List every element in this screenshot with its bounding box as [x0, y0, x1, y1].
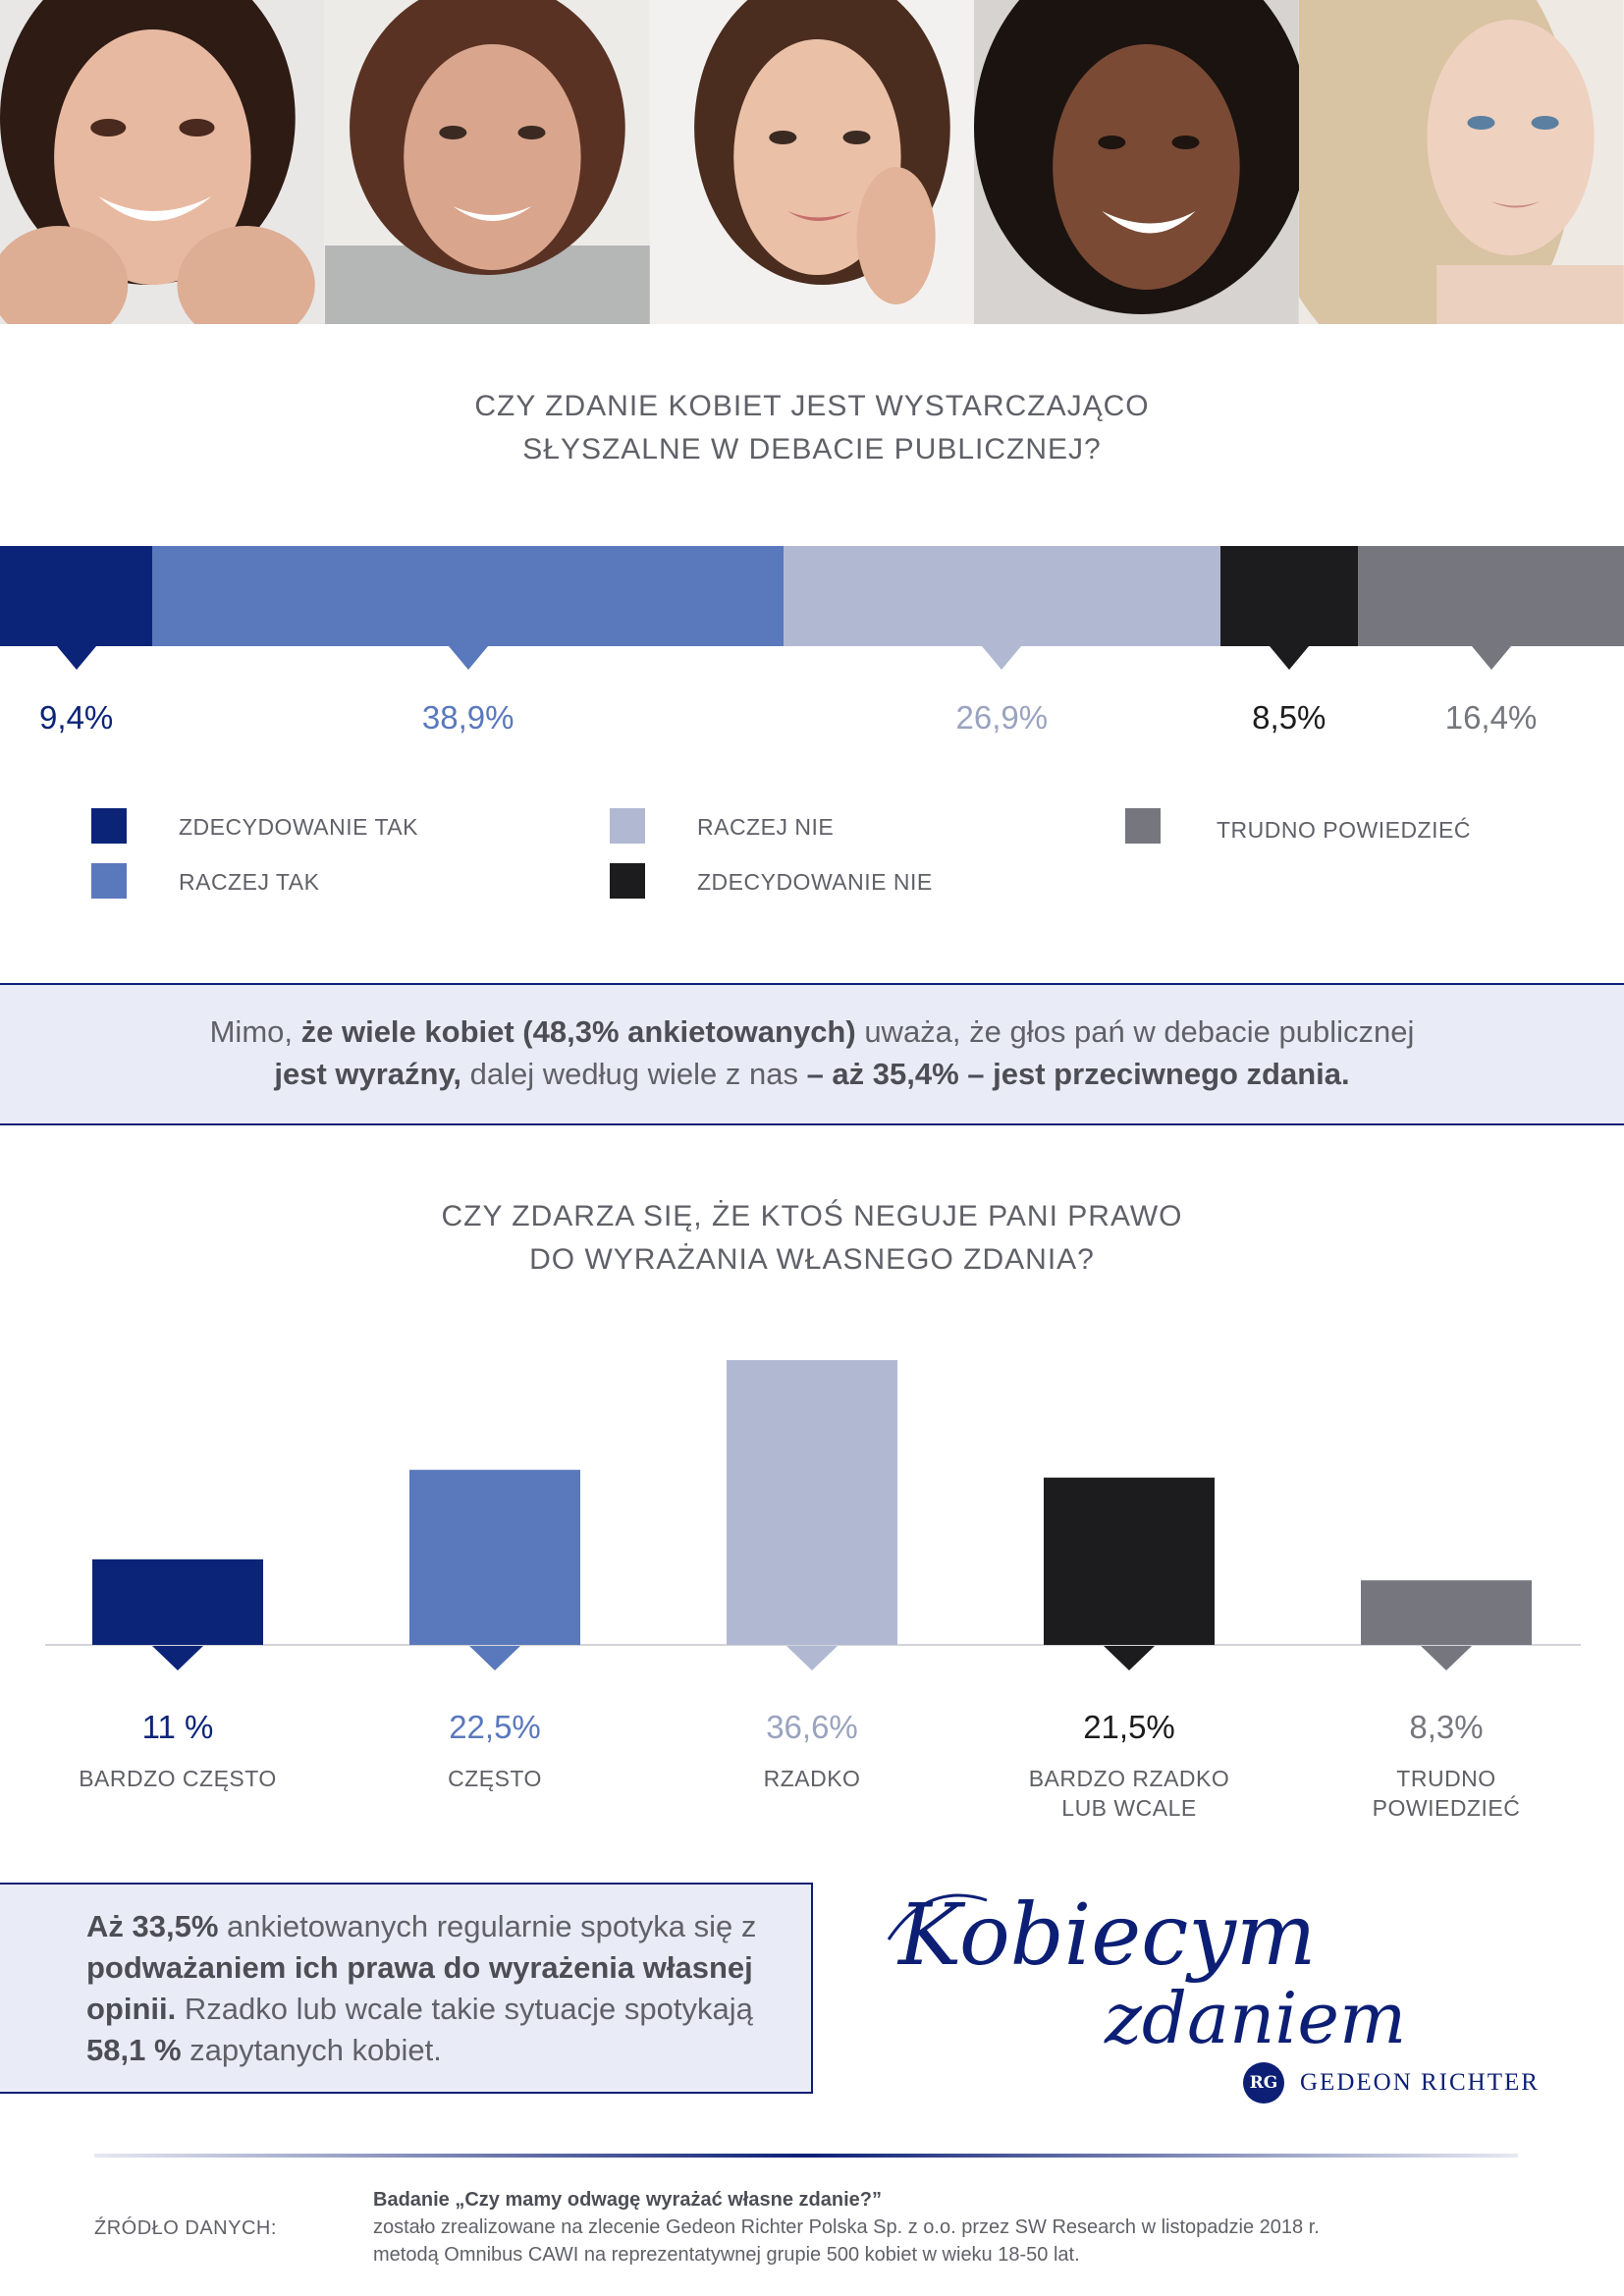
source-line2: metodą Omnibus CAWI na reprezentatywnej grupie 500 kobiet w wieku 18-50 lat. — [373, 2244, 1080, 2266]
callout1-bold: jest wyraźny, — [274, 1057, 462, 1091]
logo-script-line2: zdaniem — [1105, 1977, 1407, 2059]
bar-label-bardzo-rzadko-lub-wcale — [1001, 1764, 1257, 1823]
stacked-segment-raczej-tak — [152, 546, 784, 646]
bar-value-często: 22,5% — [449, 1709, 541, 1745]
gedeon-richter-logo-icon: RG — [1243, 2062, 1284, 2104]
legend-swatch-trudno-powiedziec — [1125, 808, 1161, 844]
bar-bardzo-często — [92, 1559, 263, 1645]
legend-label-raczej-nie: RACZEJ NIE — [697, 814, 835, 840]
stacked-value-raczej-tak: 38,9% — [421, 699, 514, 736]
photo-woman-1 — [0, 0, 325, 324]
question1-line1: CZY ZDANIE KOBIET JEST WYSTARCZAJĄCO — [474, 390, 1150, 422]
bar-pointer-bardzo-często — [152, 1646, 203, 1670]
legend-swatch-raczej-tak — [91, 863, 127, 899]
stacked-bar-chart — [0, 546, 1624, 646]
stacked-pointer-raczej-tak — [449, 646, 488, 670]
bar-pointer-bardzo-rzadko-lub-wcale — [1104, 1646, 1155, 1670]
bar-value-trudno-powiedzieć: 8,3% — [1409, 1709, 1484, 1745]
legend-swatch-zdecydowanie-nie — [610, 863, 645, 899]
legend-swatch-zdecydowanie-tak — [91, 808, 127, 844]
stacked-pointer-zdecydowanie-nie — [1270, 646, 1309, 670]
bar-label-line: BARDZO RZADKO — [1028, 1766, 1230, 1791]
photo-strip — [0, 0, 1624, 324]
callout1-text: uważa, że głos pań w debacie publicznej — [855, 1014, 1415, 1049]
callout1-line1 — [0, 1011, 1624, 1053]
bar-pointer-trudno-powiedzieć — [1421, 1646, 1472, 1670]
bar-label-line: RZADKO — [763, 1766, 861, 1791]
callout1-bold: – aż 35,4% – jest przeciwnego zdania. — [806, 1057, 1350, 1091]
bar-label-line: CZĘSTO — [448, 1766, 542, 1791]
stacked-value-zdecydowanie-tak: 9,4% — [39, 699, 114, 736]
bar-label-line: LUB WCALE — [1061, 1795, 1197, 1821]
legend-swatch-raczej-nie — [610, 808, 645, 844]
bar-label-line: BARDZO CZĘSTO — [79, 1766, 277, 1791]
legend-label-raczej-tak: RACZEJ TAK — [179, 869, 320, 895]
callout1-text: Mimo, — [209, 1014, 301, 1049]
source-line1: zostało zrealizowane na zlecenie Gedeon Richter Polska Sp. z o.o. przez SW Research w listopadzie 2018 r. — [373, 2216, 1320, 2238]
callout2-bold: Aż 33,5% — [86, 1909, 219, 1943]
callout2-text: Rzadko lub wcale takie sytuacje spotykają — [176, 1992, 753, 2026]
stacked-segment-trudno-powiedzieć — [1358, 546, 1624, 646]
photo-woman-3 — [650, 0, 975, 324]
question1-title — [0, 385, 1624, 471]
bar-bardzo-rzadko-lub-wcale — [1044, 1478, 1215, 1645]
stacked-segment-zdecydowanie-tak — [0, 546, 153, 646]
callout2-text: ankietowanych regularnie spotyka się z — [218, 1909, 757, 1943]
stacked-pointer-raczej-nie — [982, 646, 1021, 670]
legend-label-zdecydowanie-tak: ZDECYDOWANIE TAK — [179, 814, 418, 840]
callout1-bold: że wiele kobiet (48,3% ankietowanych) — [300, 1014, 856, 1049]
bar-value-bardzo-rzadko-lub-wcale: 21,5% — [1083, 1709, 1175, 1745]
summary-callout-2 — [0, 1883, 813, 2094]
logo-script-line1: Kobiecym — [898, 1886, 1317, 1985]
bar-trudno-powiedzieć — [1361, 1580, 1532, 1645]
bar-value-rzadko: 36,6% — [766, 1709, 858, 1745]
stacked-pointer-zdecydowanie-tak — [57, 646, 96, 670]
stacked-value-raczej-nie: 26,9% — [955, 699, 1049, 736]
bar-label-line: TRUDNO — [1396, 1766, 1496, 1791]
bar-label-bardzo-często — [50, 1764, 305, 1793]
callout2-bold: podważaniem ich prawa do wyrażenia własnej opinii. — [86, 1950, 753, 2026]
bar-label-często — [367, 1764, 623, 1793]
summary-callout-1 — [0, 983, 1624, 1125]
bar-rzadko — [727, 1360, 897, 1645]
source-text — [373, 2186, 1320, 2269]
question2-title — [0, 1195, 1624, 1282]
photo-woman-5 — [1299, 0, 1624, 324]
stacked-pointer-trudno-powiedzieć — [1472, 646, 1511, 670]
question2-line2: DO WYRAŻANIA WŁASNEGO ZDANIA? — [529, 1243, 1095, 1276]
kobiecym-zdaniem-logo — [869, 1871, 1458, 2067]
bar-chart — [0, 1336, 1624, 1846]
stacked-value-trudno-powiedzieć: 16,4% — [1444, 699, 1538, 736]
brand-name: GEDEON RICHTER — [1300, 2069, 1540, 2096]
question1-line2: SŁYSZALNE W DEBACIE PUBLICZNEJ? — [522, 433, 1102, 465]
callout2-text: zapytanych kobiet. — [181, 2033, 442, 2067]
callout1-text: dalej według wiele z nas — [461, 1057, 807, 1091]
legend-label-zdecydowanie-nie: ZDECYDOWANIE NIE — [697, 869, 933, 895]
bar-pointer-często — [469, 1646, 520, 1670]
photo-woman-2 — [325, 0, 650, 324]
bar-często — [409, 1470, 580, 1645]
source-label: ŹRÓDŁO DANYCH: — [94, 2217, 277, 2239]
source-title: Badanie „Czy mamy odwagę wyrażać własne zdanie?” — [373, 2189, 882, 2211]
bar-label-rzadko — [684, 1764, 940, 1793]
legend-label-trudno-powiedziec: TRUDNO POWIEDZIEĆ — [1217, 817, 1471, 843]
question2-line1: CZY ZDARZA SIĘ, ŻE KTOŚ NEGUJE PANI PRAWO — [441, 1200, 1183, 1232]
bar-label-line: POWIEDZIEĆ — [1372, 1795, 1521, 1821]
photo-woman-4 — [974, 0, 1299, 324]
callout2-bold: 58,1 % — [86, 2033, 182, 2067]
bar-value-bardzo-często: 11 % — [141, 1709, 214, 1745]
footer-divider — [94, 2154, 1518, 2158]
gedeon-richter-brand — [1243, 2062, 1540, 2104]
callout1-line2 — [0, 1053, 1624, 1095]
stacked-segment-zdecydowanie-nie — [1220, 546, 1359, 646]
stacked-segment-raczej-nie — [784, 546, 1220, 646]
bar-label-trudno-powiedzieć — [1319, 1764, 1574, 1823]
bar-pointer-rzadko — [786, 1646, 838, 1670]
stacked-value-zdecydowanie-nie: 8,5% — [1252, 699, 1326, 736]
